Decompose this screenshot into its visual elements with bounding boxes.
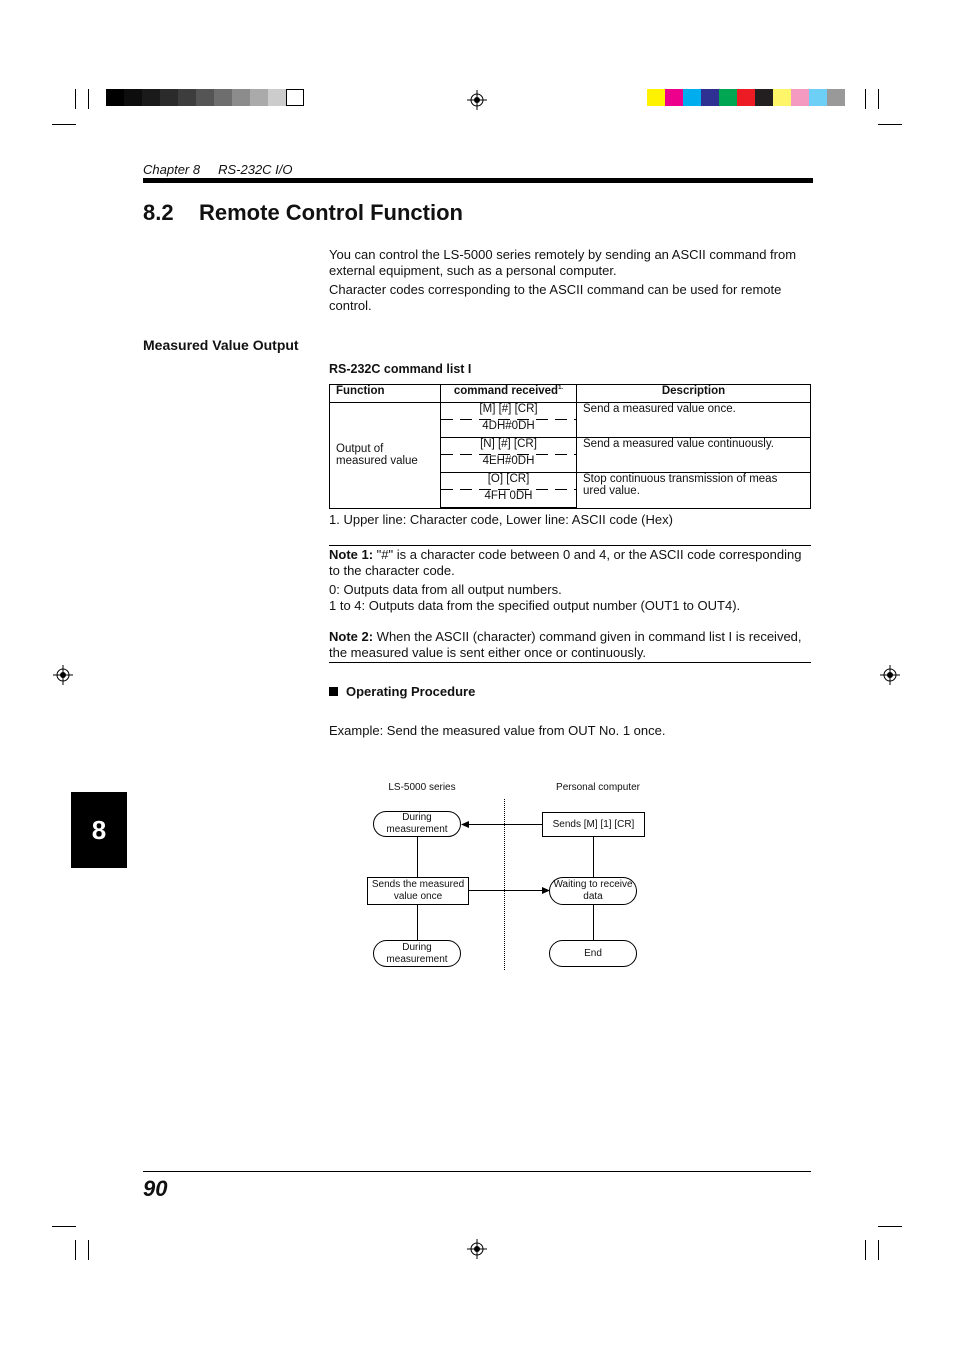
chapter-label: Chapter 8: [143, 162, 201, 177]
char-code: [N] [#] [CR]: [480, 438, 537, 450]
node-waiting: Waiting to receive data: [549, 877, 637, 905]
square-bullet-icon: [329, 687, 338, 696]
node-during-measurement: During measurement: [373, 940, 461, 967]
node-during-measurement: During measurement: [373, 811, 461, 837]
note-rule: [329, 662, 811, 663]
command-table: [329, 384, 811, 509]
header-description: Description: [577, 385, 811, 403]
char-code-cell: [441, 473, 577, 491]
header-function: Function: [330, 385, 441, 403]
registration-mark-icon: [467, 1239, 487, 1259]
note-2-text: When the ASCII (character) command given in command list I is received, the measured value is sent either once or continuously.: [329, 629, 802, 660]
procedure-example: Example: Send the measured value from OUT No. 1 once.: [329, 723, 666, 738]
chapter-tab: 8: [71, 792, 127, 868]
arrow-left-icon: [461, 820, 469, 829]
connector: [593, 837, 594, 878]
table-row: [330, 403, 811, 421]
table-caption: RS-232C command list I: [329, 362, 472, 376]
description-cell: Send a measured value once.: [577, 403, 811, 438]
node-sends-command: Sends [M] [1] [CR]: [542, 812, 645, 837]
footnote-marker: 1.: [558, 385, 564, 392]
page-number: 90: [143, 1176, 168, 1201]
ascii-code-cell: 4DH#0DH: [441, 420, 577, 438]
connector: [417, 904, 418, 941]
arrow-line: [469, 890, 544, 891]
flowchart-right-title: Personal computer: [556, 782, 640, 793]
function-cell: Output of measured value: [330, 403, 441, 509]
char-code: [M] [#] [CR]: [479, 403, 538, 415]
node-sends-value: Sends the measured value once: [367, 877, 469, 905]
description-cell: Stop continuous transmission of meas ured value.: [577, 473, 811, 509]
ascii-code-cell: 4FH 0DH: [441, 490, 577, 508]
running-header: [143, 162, 293, 177]
note-2-label: Note 2:: [329, 629, 374, 644]
section-heading: [143, 200, 463, 226]
chapter-title: RS-232C I/O: [218, 162, 293, 177]
note-rule: [329, 545, 811, 546]
intro-paragraph-2: Character codes corresponding to the ASCII command can be used for remote control.: [329, 282, 782, 313]
flowchart-left-title: LS-5000 series: [388, 782, 456, 793]
header-command-label: command received: [453, 385, 559, 397]
description-cell: Send a measured value continuously.: [577, 438, 811, 473]
table-header-row: [330, 385, 811, 403]
registration-mark-icon: [467, 90, 487, 110]
registration-mark-icon: [53, 665, 73, 685]
intro-paragraph-1: You can control the LS-5000 series remotely by sending an ASCII command from external equipment, such as a personal computer.: [329, 247, 797, 278]
char-code-cell: [441, 403, 577, 421]
procedure-heading-text: Operating Procedure: [346, 684, 476, 699]
node-end: End: [549, 940, 637, 967]
header-rule: [143, 178, 813, 183]
section-number: 8.2: [143, 200, 174, 225]
note-2: [329, 629, 811, 661]
table-footnote: 1. Upper line: Character code, Lower line: ASCII code (Hex): [329, 512, 673, 527]
note-1: [329, 547, 811, 579]
section-title: Remote Control Function: [199, 200, 463, 225]
note-1-line-3: 1 to 4: Outputs data from the specified output number (OUT1 to OUT4).: [329, 598, 741, 613]
note-1-label: Note 1:: [329, 547, 374, 562]
note-1-text: "#" is a character code between 0 and 4, or the ASCII code corresponding to the character code.: [329, 547, 802, 578]
registration-mark-icon: [880, 665, 900, 685]
footer-rule: [143, 1171, 811, 1172]
header-command: [441, 385, 577, 403]
ascii-code-cell: 4EH#0DH: [441, 455, 577, 473]
connector: [593, 904, 594, 941]
note-1-line-2: 0: Outputs data from all output numbers.: [329, 582, 562, 597]
char-code: [O] [CR]: [487, 473, 530, 485]
char-code-cell: [441, 438, 577, 456]
connector: [417, 836, 418, 878]
arrow-line: [466, 824, 542, 825]
side-heading: Measured Value Output: [143, 337, 299, 353]
procedure-heading: [329, 684, 475, 699]
